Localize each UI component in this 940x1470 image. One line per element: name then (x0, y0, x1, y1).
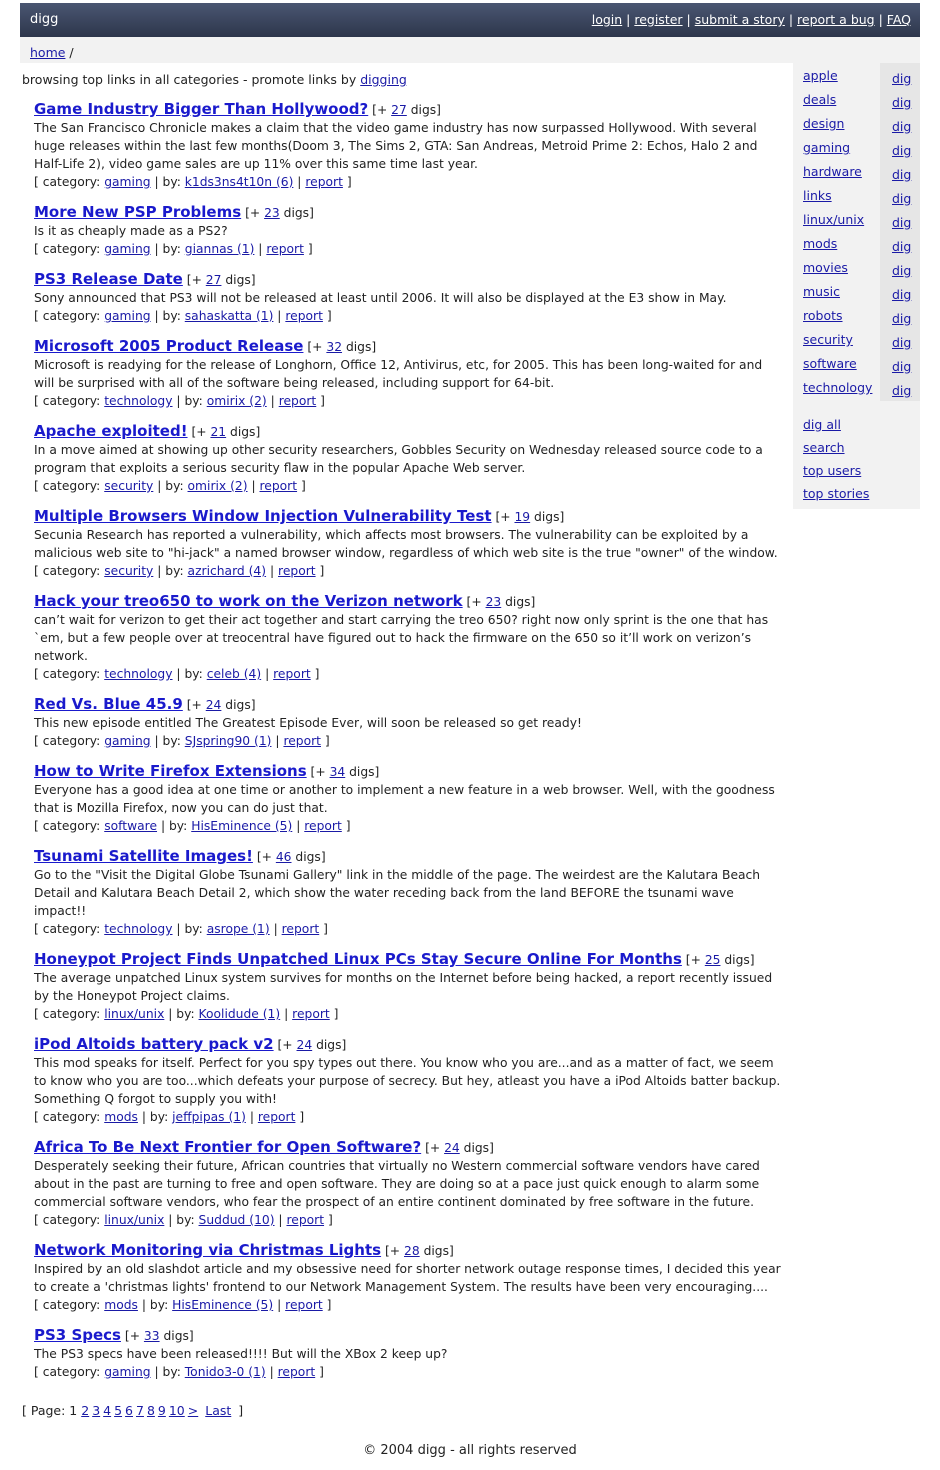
user-link[interactable]: azrichard (4) (187, 564, 267, 578)
category-link[interactable]: gaming (104, 1365, 151, 1379)
top-header (20, 3, 920, 37)
story-item (34, 422, 782, 495)
category-link[interactable]: software (104, 819, 158, 833)
sidebar-category-gaming[interactable]: gaming (803, 140, 851, 155)
page-link[interactable]: 2 (81, 1403, 90, 1418)
page-link[interactable]: 3 (92, 1403, 101, 1418)
page-link[interactable]: 9 (157, 1403, 166, 1418)
digging-link[interactable]: digging (360, 72, 407, 87)
story-title-line: Tsunami Satellite Images! [+ 46 digs] (34, 847, 326, 865)
story-description: The PS3 specs have been released!!!! But will the XBox 2 keep up? (34, 1347, 448, 1361)
sidebar-category-robots[interactable]: robots (803, 308, 843, 323)
story-title-link[interactable]: Africa To Be Next Frontier for Open Software? (34, 1138, 422, 1156)
story-description: Inspired by an old slashdot article and my obsessive need for shorter network outage response times, I decided this year to create a 'christmas lights' frontend to our Network Management System. The results have been very encouraging.... (34, 1262, 781, 1294)
sidebar-dig-link[interactable]: dig (892, 71, 912, 86)
user-link[interactable]: HisEminence (5) (191, 819, 293, 833)
story-description: Sony announced that PS3 will not be released at least until 2006. It will also be displayed at the E3 show in May. (34, 291, 727, 305)
sidebar-dig-link[interactable]: dig (892, 311, 912, 326)
story-title-line: Hack your treo650 to work on the Verizon network [+ 23 digs] (34, 592, 536, 610)
story-description: Desperately seeking their future, African countries that virtually no Western commercial software vendors have cared about in the past are turning to free and open software. They are doing so at a pace just quick enough to alarm some commercial software vendors, who fear the prospect of an entire continent dominated by free software in the future. (34, 1159, 760, 1209)
story-title-link[interactable]: Honeypot Project Finds Unpatched Linux PCs Stay Secure Online For Months (34, 950, 682, 968)
dig-count-link[interactable]: 23 (485, 595, 502, 609)
footer: © 2004 digg - all rights reserved (363, 1443, 577, 1458)
next-page-link[interactable]: > (187, 1403, 199, 1418)
dig-column (880, 63, 920, 401)
category-link[interactable]: technology (104, 667, 173, 681)
dig-count-link[interactable]: 21 (210, 425, 227, 439)
sidebar-dig-link[interactable]: dig (892, 359, 912, 374)
dig-count-link[interactable]: 32 (326, 340, 343, 354)
sidebar-link-top-stories[interactable]: top stories (803, 486, 870, 501)
story-title-line: PS3 Specs [+ 33 digs] (34, 1326, 194, 1344)
report-link[interactable]: report (266, 242, 304, 256)
story-title-link[interactable]: PS3 Release Date (34, 270, 183, 288)
story-item (34, 337, 782, 410)
story-title-line: More New PSP Problems [+ 23 digs] (34, 203, 314, 221)
user-link[interactable]: Suddud (10) (198, 1213, 275, 1227)
story-description: This new episode entitled The Greatest Episode Ever, will soon be released so get ready! (34, 716, 582, 730)
sidebar-dig-link[interactable]: dig (892, 167, 912, 182)
user-link[interactable]: asrope (1) (206, 922, 270, 936)
report-link[interactable]: report (281, 922, 320, 936)
story-title-line: Africa To Be Next Frontier for Open Software? [+ 24 digs] (34, 1138, 494, 1156)
story-list (22, 100, 782, 1381)
sidebar-category-movies[interactable]: movies (803, 260, 848, 275)
story-title-line: Multiple Browsers Window Injection Vulnerability Test [+ 19 digs] (34, 507, 565, 525)
site-logo[interactable]: digg (30, 12, 59, 27)
sidebar-dig-link[interactable]: dig (892, 263, 912, 278)
story-meta: [ category: gaming | by: Tonido3-0 (1) | report ] (34, 1365, 324, 1379)
sidebar-dig-link[interactable]: dig (892, 239, 912, 254)
dig-count-link[interactable]: 34 (329, 765, 346, 779)
sidebar-category-deals[interactable]: deals (803, 92, 837, 107)
last-page-link[interactable]: Last (205, 1403, 232, 1418)
report-link[interactable]: report (292, 1007, 330, 1021)
story-description: Secunia Research has reported a vulnerability, which affects most browsers. The vulnerability can be exploited by a malicious web site to "hi-jack" a named browser window, regardless of which web site is the true "owner" of the window. (34, 528, 778, 560)
story-item (34, 1241, 782, 1314)
story-title-link[interactable]: Game Industry Bigger Than Hollywood? (34, 100, 369, 118)
story-meta: [ category: mods | by: jeffpipas (1) | report ] (34, 1110, 305, 1124)
story-title-line: Network Monitoring via Christmas Lights [+ 28 digs] (34, 1241, 454, 1259)
user-link[interactable]: celeb (4) (206, 667, 262, 681)
report-bug-link[interactable]: report a bug (797, 12, 875, 27)
sidebar-category-design[interactable]: design (803, 116, 845, 131)
story-title-link[interactable]: Multiple Browsers Window Injection Vulnerability Test (34, 507, 492, 525)
story-description: This mod speaks for itself. Perfect for you spy types out there. You know who you are...and as a matter of fact, we seem to know who you are too...which defeats your purpose of secrecy. But hey, atleast you have a iPod Altoids batter backup. Something Q forgot to supply you with! (34, 1056, 781, 1106)
breadcrumb-home[interactable]: home (30, 45, 66, 60)
dig-count-link[interactable]: 28 (404, 1244, 420, 1258)
story-title-link[interactable]: Hack your treo650 to work on the Verizon network (34, 592, 463, 610)
sidebar (793, 63, 920, 509)
header-nav: login | register | submit a story | report a bug | FAQ (591, 12, 911, 27)
user-link[interactable]: omirix (2) (206, 394, 267, 408)
user-link[interactable]: omirix (2) (187, 479, 248, 493)
sidebar-category-links[interactable]: links (803, 188, 832, 203)
dig-count-link[interactable]: 24 (444, 1141, 460, 1155)
category-link[interactable]: technology (104, 394, 173, 408)
story-meta: [ category: technology | by: asrope (1) | report ] (34, 922, 328, 936)
story-description: Go to the "Visit the Digital Globe Tsunami Gallery" link in the middle of the page. The weirdest are the Kalutara Beach Detail and Kalutara Beach Detail 2, which show the water receding back from the land BEFORE the tsunami wave impact!! (34, 868, 761, 918)
page-prefix: [ Page: 1 (22, 1403, 82, 1418)
story-description: The San Francisco Chronicle makes a claim that the video game industry has now surpassed Hollywood. With several huge releases within the last few months(Doom 3, The Sims 2, GTA: San Andreas, Metroid Prime 2: Echos, Halo 2 and Half-Life 2), video game sales are up 11% over this same time last year. (34, 121, 758, 171)
dig-count-link[interactable]: 46 (275, 850, 292, 864)
intro-label: browsing top links in all categories - promote links by (22, 72, 361, 87)
report-link[interactable]: report (305, 175, 343, 189)
submit-story-link[interactable]: submit a story (694, 12, 785, 27)
story-title-line: Honeypot Project Finds Unpatched Linux PCs Stay Secure Online For Months [+ 25 digs] (34, 950, 755, 968)
user-link[interactable]: jeffpipas (1) (172, 1110, 246, 1124)
story-title-line: PS3 Release Date [+ 27 digs] (34, 270, 256, 288)
story-meta: [ category: gaming | by: sahaskatta (1) | report ] (34, 309, 332, 323)
report-link[interactable]: report (278, 564, 316, 578)
story-meta: [ category: linux/unix | by: Koolidude (1) | report ] (34, 1007, 339, 1021)
user-link[interactable]: k1ds3ns4t10n (6) (184, 175, 294, 189)
sidebar-category-hardware[interactable]: hardware (803, 164, 862, 179)
dig-count-link[interactable]: 24 (205, 698, 222, 712)
sidebar-category-technology[interactable]: technology (803, 380, 873, 395)
dig-count-link[interactable]: 27 (205, 273, 222, 287)
category-link[interactable]: gaming (104, 309, 151, 323)
story-title-line: Apache exploited! [+ 21 digs] (34, 422, 261, 440)
category-link[interactable]: mods (104, 1298, 138, 1312)
story-description: Microsoft is readying for the release of Longhorn, Office 12, Antivirus, etc, for 2005. This has been long-waited for and will be surprised with all of the software being released, including support for 64-bit. (34, 358, 763, 390)
sidebar-dig-link[interactable]: dig (892, 95, 912, 110)
story-title-line: Red Vs. Blue 45.9 [+ 24 digs] (34, 695, 256, 713)
breadcrumb (20, 37, 920, 63)
pagination (22, 1403, 782, 1418)
register-link[interactable]: register (634, 12, 683, 27)
story-item (34, 592, 782, 683)
story-title-link[interactable]: More New PSP Problems (34, 203, 242, 221)
intro-text (22, 72, 782, 87)
sidebar-category-music[interactable]: music (803, 284, 840, 299)
sidebar-link-search[interactable]: search (803, 440, 845, 455)
sidebar-dig-link[interactable]: dig (892, 383, 912, 398)
sidebar-dig-link[interactable]: dig (892, 335, 912, 350)
dig-count-link[interactable]: 25 (704, 953, 721, 967)
sidebar-dig-link[interactable]: dig (892, 143, 912, 158)
story-description: The average unpatched Linux system survives for months on the Internet before being hacked, a report recently issued by the Honeypot Project claims. (34, 971, 773, 1003)
report-link[interactable]: report (286, 1213, 325, 1227)
sidebar-category-security[interactable]: security (803, 332, 853, 347)
sidebar-category-linux-unix[interactable]: linux/unix (803, 212, 865, 227)
story-item (34, 507, 782, 580)
story-item (34, 847, 782, 938)
category-link[interactable]: linux/unix (104, 1213, 165, 1227)
report-link[interactable]: report (285, 309, 323, 323)
story-meta: [ category: security | by: azrichard (4) | report ] (34, 564, 325, 578)
sidebar-dig-link[interactable]: dig (892, 215, 912, 230)
sidebar-link-top-users[interactable]: top users (803, 463, 862, 478)
story-item (34, 203, 782, 258)
report-link[interactable]: report (278, 394, 317, 408)
user-link[interactable]: giannas (1) (184, 242, 255, 256)
category-link[interactable]: gaming (104, 242, 151, 256)
story-title-link[interactable]: Microsoft 2005 Product Release (34, 337, 304, 355)
faq-link[interactable]: FAQ (886, 12, 911, 27)
story-meta: [ category: software | by: HisEminence (5) | report ] (34, 819, 351, 833)
main-content (22, 72, 782, 1418)
story-item (34, 270, 782, 325)
story-title-line: iPod Altoids battery pack v2 [+ 24 digs] (34, 1035, 347, 1053)
story-meta: [ category: mods | by: HisEminence (5) | report ] (34, 1298, 332, 1312)
page-link[interactable]: 4 (103, 1403, 112, 1418)
user-link[interactable]: Tonido3-0 (1) (184, 1365, 266, 1379)
report-link[interactable]: report (283, 734, 321, 748)
category-link[interactable]: security (104, 479, 154, 493)
story-title-link[interactable]: How to Write Firefox Extensions (34, 762, 307, 780)
report-link[interactable]: report (259, 479, 298, 493)
story-item (34, 1326, 782, 1381)
sidebar-category-mods[interactable]: mods (803, 236, 838, 251)
story-title-link[interactable]: Red Vs. Blue 45.9 (34, 695, 183, 713)
sidebar-category-software[interactable]: software (803, 356, 857, 371)
dig-count-link[interactable]: 24 (296, 1038, 313, 1052)
dig-count-link[interactable]: 33 (143, 1329, 160, 1343)
page-link[interactable]: 5 (114, 1403, 123, 1418)
story-item (34, 1138, 782, 1229)
story-meta: [ category: gaming | by: k1ds3ns4t10n (6) | report ] (34, 175, 352, 189)
dig-count-link[interactable]: 27 (391, 103, 407, 117)
dig-count-link[interactable]: 23 (264, 206, 280, 220)
story-description: can’t wait for verizon to get their act together and start carrying the treo 650? right now only sprint is the one that has `em, but a few people over at treocentral have figured out to hack the firmware on the 650 so it’ll work on verizon’s network. (34, 613, 769, 663)
report-link[interactable]: report (273, 667, 311, 681)
story-title-line: How to Write Firefox Extensions [+ 34 digs] (34, 762, 380, 780)
category-link[interactable]: mods (104, 1110, 138, 1124)
category-link[interactable]: gaming (104, 734, 151, 748)
report-link[interactable]: report (277, 1365, 316, 1379)
user-link[interactable]: Koolidude (1) (198, 1007, 281, 1021)
story-meta: [ category: technology | by: celeb (4) | report ] (34, 667, 320, 681)
story-item (34, 950, 782, 1023)
user-link[interactable]: sahaskatta (1) (184, 309, 274, 323)
story-title-line: Game Industry Bigger Than Hollywood? [+ 27 digs] (34, 100, 441, 118)
category-link[interactable]: gaming (104, 175, 151, 189)
sidebar-dig-link[interactable]: dig (892, 287, 912, 302)
story-title-link[interactable]: Network Monitoring via Christmas Lights (34, 1241, 382, 1259)
report-link[interactable]: report (304, 819, 342, 833)
story-title-link[interactable]: iPod Altoids battery pack v2 (34, 1035, 274, 1053)
page-link[interactable]: 6 (125, 1403, 133, 1418)
sidebar-dig-link[interactable]: dig (892, 119, 912, 134)
story-item (34, 100, 782, 191)
category-link[interactable]: linux/unix (104, 1007, 165, 1021)
story-description: Everyone has a good idea at one time or another to implement a new feature in a web browser. Well, with the goodness that is Mozilla Firefox, now you can do just that. (34, 783, 775, 815)
dig-count-link[interactable]: 19 (514, 510, 531, 524)
category-link[interactable]: security (104, 564, 154, 578)
category-link[interactable]: technology (104, 922, 173, 936)
story-item (34, 695, 782, 750)
page-suffix: ] (234, 1403, 244, 1418)
report-link[interactable]: report (257, 1110, 296, 1124)
story-meta: [ category: technology | by: omirix (2) | report ] (34, 394, 325, 408)
story-title-link[interactable]: Tsunami Satellite Images! (34, 847, 253, 865)
story-meta: [ category: linux/unix | by: Suddud (10) | report ] (34, 1213, 333, 1227)
story-title-link[interactable]: PS3 Specs (34, 1326, 121, 1344)
sidebar-category-apple[interactable]: apple (803, 68, 838, 83)
story-title-line: Microsoft 2005 Product Release [+ 32 digs] (34, 337, 377, 355)
story-item (34, 1035, 782, 1126)
story-description: In a move aimed at showing up other security researchers, Gobbles Security on Wednesday released source code to a program that exploits a serious security flaw in the popular Apache Web server. (34, 443, 763, 475)
sidebar-link-dig-all[interactable]: dig all (803, 417, 841, 432)
story-meta: [ category: gaming | by: giannas (1) | report ] (34, 242, 313, 256)
story-description: Is it as cheaply made as a PS2? (34, 224, 228, 238)
user-link[interactable]: SJspring90 (1) (184, 734, 272, 748)
sidebar-dig-link[interactable]: dig (892, 191, 912, 206)
page-link[interactable]: 8 (146, 1403, 155, 1418)
page-link[interactable]: 10 (168, 1403, 185, 1418)
story-title-link[interactable]: Apache exploited! (34, 422, 188, 440)
breadcrumb-separator: / (69, 45, 74, 60)
page-link[interactable]: 7 (136, 1403, 144, 1418)
login-link[interactable]: login (591, 12, 623, 27)
story-meta: [ category: security | by: omirix (2) | report ] (34, 479, 306, 493)
story-meta: [ category: gaming | by: SJspring90 (1) | report ] (34, 734, 330, 748)
user-link[interactable]: HisEminence (5) (172, 1298, 274, 1312)
story-item (34, 762, 782, 835)
report-link[interactable]: report (285, 1298, 323, 1312)
